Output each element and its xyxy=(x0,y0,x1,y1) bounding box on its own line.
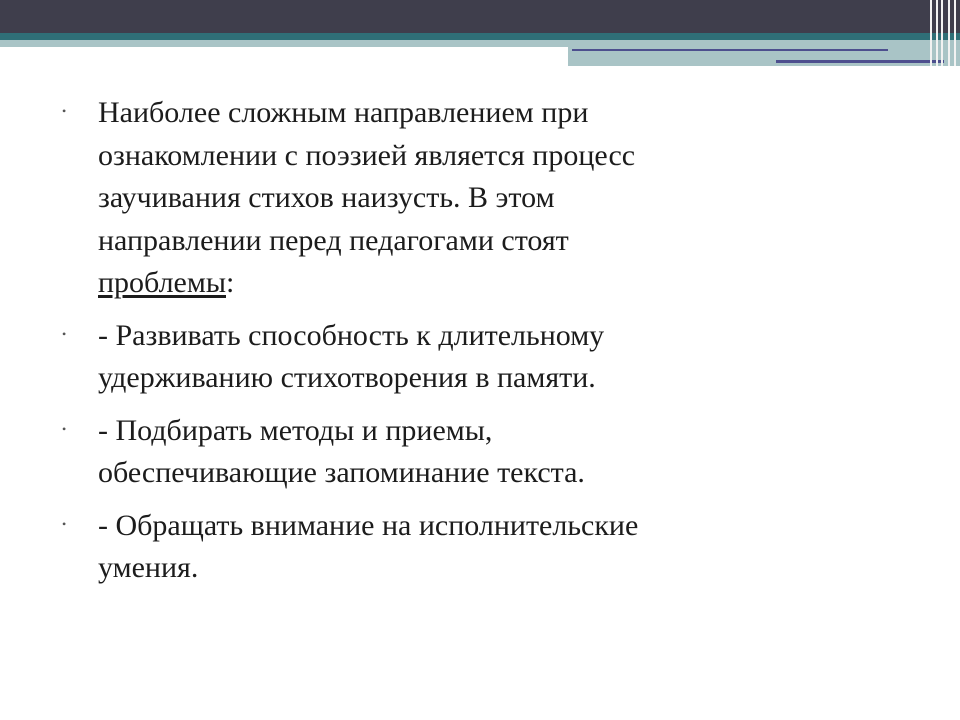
bullet-dot-icon: • xyxy=(62,421,67,436)
header-dark-band xyxy=(0,0,960,33)
bullet-line: - Подбирать методы и приемы, xyxy=(98,413,493,447)
bullet-item xyxy=(62,410,842,495)
bullet-dot-icon: • xyxy=(62,516,67,531)
bullet-item xyxy=(62,315,842,400)
slide-body xyxy=(62,92,842,600)
bullet-line: - Обращать внимание на исполнительские xyxy=(98,508,639,542)
header-accent-line-short xyxy=(776,60,944,63)
bullet-line: удерживанию стихотворения в памяти. xyxy=(98,361,596,394)
header-stripes xyxy=(926,0,960,66)
bullet-line: направлении перед педагогами стоят xyxy=(98,223,569,257)
bullet-line: Наиболее сложным направлением при xyxy=(98,96,589,129)
bullet-line: умения. xyxy=(98,551,199,584)
bullet-line: - Развивать способность к длительному xyxy=(98,318,605,352)
bullet-line: обеспечивающие запоминание текста. xyxy=(98,456,585,489)
bullet-line: ознакомлении с поэзией является процесс xyxy=(98,138,636,172)
bullet-line: заучивания стихов наизусть. В этом xyxy=(98,181,555,214)
bullet-dot-icon: • xyxy=(62,104,67,118)
header-teal-band xyxy=(0,33,960,40)
bullet-line xyxy=(98,262,842,305)
header-accent-line xyxy=(572,49,888,51)
bullet-item xyxy=(62,505,842,590)
line-tail: : xyxy=(226,266,235,299)
underlined-word: проблемы xyxy=(98,266,226,299)
bullet-item xyxy=(62,92,842,305)
bullet-dot-icon: • xyxy=(62,326,67,341)
